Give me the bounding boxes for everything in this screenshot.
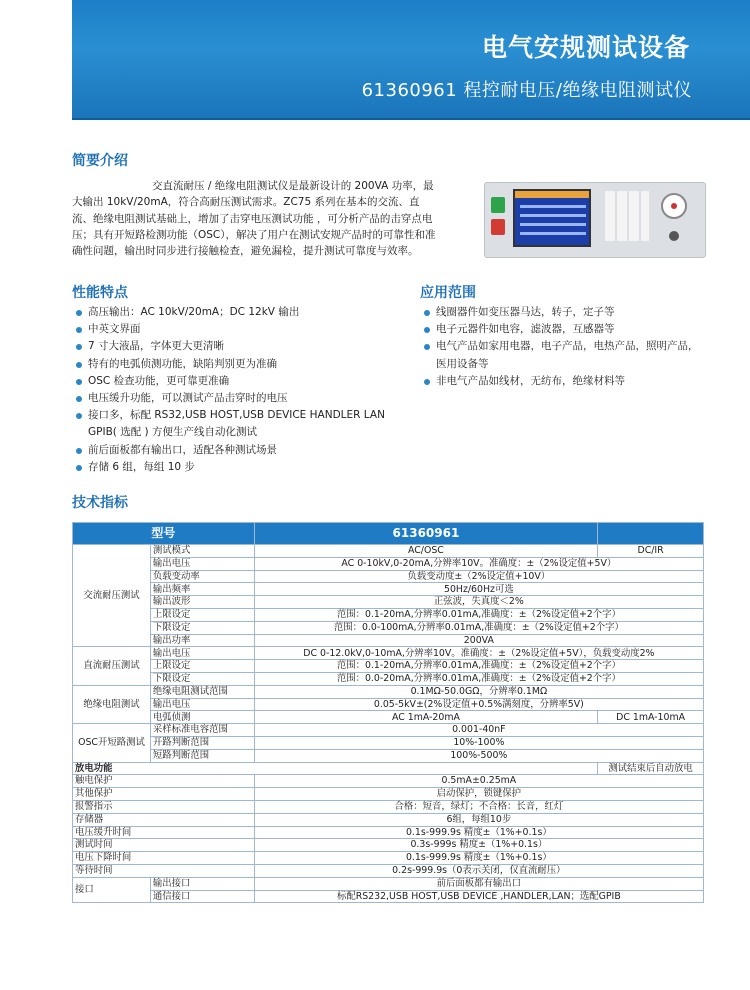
- table-row: OSC开短路测试 采样标准电容范围 0.001-40nF: [73, 724, 704, 737]
- bullet-icon: [76, 448, 82, 454]
- table-row: 电压缓升时间 0.1s-999.9s 精度±（1%+0.1s）: [73, 826, 704, 839]
- table-row: 等待时间 0.2s-999.9s（0表示关闭，仅直流耐压）: [73, 864, 704, 877]
- features-heading: 性能特点: [72, 285, 128, 301]
- applications-list: [422, 304, 722, 390]
- bullet-icon: [424, 327, 430, 333]
- bullet-icon: [424, 310, 430, 316]
- table-row: 下限设定 范围：0.0-20mA,分辨率0.01mA,准确度：±（2%设定值+2个字）: [73, 672, 704, 685]
- model-label: 型号: [73, 523, 255, 545]
- stop-button-graphic: [491, 219, 505, 235]
- table-row: 存储器 6组，每组10步: [73, 813, 704, 826]
- device-keypad: [605, 191, 649, 241]
- bullet-icon: [76, 362, 82, 368]
- table-row: 报警指示 合格：短音，绿灯；不合格：长音，红灯: [73, 800, 704, 813]
- table-row: 通信接口 标配RS232,USB HOST,USB DEVICE ,HANDLER,LAN；选配GPIB: [73, 890, 704, 903]
- list-item: 特有的电弧侦测功能，缺陷判别更为准确: [74, 356, 414, 373]
- table-row: 输出电压 AC 0-10kV,0-20mA,分辨率10V。准确度：±（2%设定值+5V）: [73, 557, 704, 570]
- table-row: 下限设定 范围：0.0-100mA,分辨率0.01mA,准确度：±（2%设定值+2个字）: [73, 621, 704, 634]
- table-row: 电压下降时间 0.1s-999.9s 精度±（1%+0.1s）: [73, 852, 704, 865]
- table-row: 其他保护 启动保护，锁键保护: [73, 788, 704, 801]
- table-row: 接口 输出接口 前后面板都有输出口: [73, 877, 704, 890]
- table-row: 输出功率 200VA: [73, 634, 704, 647]
- table-row: 负载变动率 负载变动度±（2%设定值+10V）: [73, 570, 704, 583]
- device-screen: [513, 189, 591, 247]
- list-item: 电子元器件如电容，滤波器，互感器等: [422, 321, 722, 338]
- list-item: 前后面板都有输出口，适配各种测试场景: [74, 442, 414, 459]
- bullet-icon: [76, 379, 82, 385]
- table-row: 放电功能 测试结束后自动放电: [73, 762, 704, 775]
- product-image: [484, 182, 706, 258]
- bullet-icon: [424, 344, 430, 350]
- list-item: OSC 检查功能，更可靠更准确: [74, 373, 414, 390]
- table-header-row: [73, 523, 704, 545]
- table-row: 交流耐压测试 测试模式 AC/OSC DC/IR: [73, 545, 704, 558]
- list-item: GPIB( 选配 ) 方便生产线自动化测试: [88, 426, 257, 439]
- list-item: 非电气产品如线材，无纺布，绝缘材料等: [422, 373, 722, 390]
- category-interface: 接口: [73, 877, 151, 903]
- bullet-icon: [76, 413, 82, 419]
- table-row: 上限设定 范围：0.1-20mA,分辨率0.01mA,准确度：±（2%设定值+2个字）: [73, 608, 704, 621]
- list-item: 接口多，标配 RS32,USB HOST,USB DEVICE HANDLER LAN: [74, 407, 414, 424]
- table-row: 上限设定 范围：0.1-20mA,分辨率0.01mA,准确度：±（2%设定值+2个字）: [73, 660, 704, 673]
- bullet-icon: [76, 465, 82, 471]
- list-item: 医用设备等: [436, 357, 489, 370]
- features-list: [74, 304, 414, 476]
- table-row: 绝缘电阻测试 绝缘电阻测试范围 0.1MΩ-50.0GΩ，分辨率0.1MΩ: [73, 685, 704, 698]
- list-item: 存储 6 组，每组 10 步: [74, 459, 414, 476]
- table-row: 输出电压 0.05-5kV±(2%设定值+0.5%满刻度，分辨率5V): [73, 698, 704, 711]
- table-row: 测试时间 0.3s-999s 精度±（1%+0.1s）: [73, 839, 704, 852]
- discharge-label: 放电功能: [73, 762, 598, 775]
- category-dc: 直流耐压测试: [73, 647, 151, 685]
- list-item: 7 寸大液晶，字体更大更清晰: [74, 338, 414, 355]
- bullet-icon: [76, 327, 82, 333]
- intro-text: 交直流耐压 / 绝缘电阻测试仪是最新设计的 200VA 功率，最大输出 10kV/20mA，符合高耐压测试需求。ZC75 系列在基本的交流、直流、绝缘电阻测试基础上，增加了击穿电压测试功能 ，可分析产品的击穿点电压；具有开短路检测功能（OSC），解决了用户在测试安规产品时的可靠性和准确性问题，输出时同步进行接触检查，避免漏检，提升测试可靠度与效率。: [72, 180, 436, 258]
- bullet-icon: [424, 379, 430, 385]
- table-row: 短路判断范围 100%-500%: [73, 749, 704, 762]
- table-row: 电弧侦测 AC 1mA-20mA DC 1mA-10mA: [73, 711, 704, 724]
- category-ir: 绝缘电阻测试: [73, 685, 151, 723]
- category-ac: 交流耐压测试: [73, 545, 151, 647]
- list-item: 电压缓升功能，可以测试产品击穿时的电压: [74, 390, 414, 407]
- table-row: 触电保护 0.5mA±0.25mA: [73, 775, 704, 788]
- table-row: 输出频率 50Hz/60Hz可选: [73, 583, 704, 596]
- category-osc: OSC开短路测试: [73, 724, 151, 762]
- list-item: 电气产品如家用电器，电子产品，电热产品，照明产品，: [422, 338, 722, 355]
- page-title: 电气安规测试设备: [481, 33, 690, 62]
- header-band: [72, 0, 750, 120]
- bullet-icon: [76, 396, 82, 402]
- bullet-icon: [76, 344, 82, 350]
- list-item: 线圈器件如变压器马达，转子，定子等: [422, 304, 722, 321]
- device-dial: [661, 193, 687, 219]
- spec-table: [72, 522, 704, 903]
- start-button-graphic: [491, 197, 505, 213]
- table-row: 输出波形 正弦波，失真度＜2%: [73, 596, 704, 609]
- specs-heading: 技术指标: [72, 495, 128, 511]
- bullet-icon: [76, 310, 82, 316]
- model-value: 61360961: [254, 523, 597, 545]
- list-item: 中英文界面: [74, 321, 414, 338]
- list-item: 高压输出：AC 10kV/20mA；DC 12kV 输出: [74, 304, 414, 321]
- hv-terminal: [669, 231, 679, 241]
- page-subtitle: 61360961 程控耐电压/绝缘电阻测试仪: [361, 80, 692, 101]
- intro-heading: 简要介绍: [72, 153, 128, 169]
- table-row: 直流耐压测试 输出电压 DC 0-12.0kV,0-10mA,分辨率10V。准确度：±（2%设定值+5V），负载变动度2%: [73, 647, 704, 660]
- table-row: 开路判断范围 10%-100%: [73, 736, 704, 749]
- applications-heading: 应用范围: [420, 285, 476, 301]
